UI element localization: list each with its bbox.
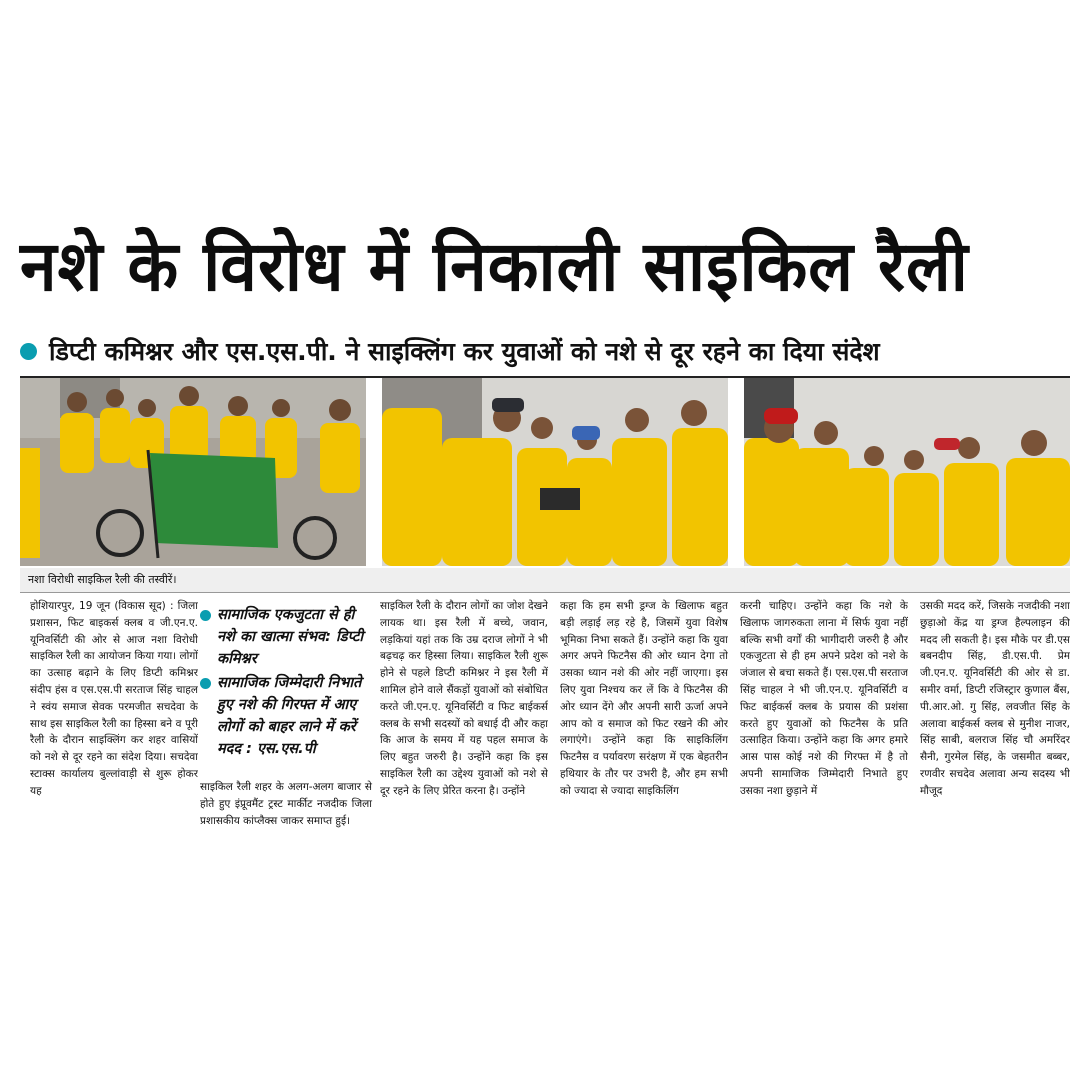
pull-quote (200, 672, 372, 760)
article-column-3 (380, 598, 548, 856)
article-column-2-tail (200, 779, 372, 829)
bullet-dot-icon (20, 343, 37, 360)
column-text: उसकी मदद करें, जिसके नजदीकी नशा छुड़ाओ केंद्र या ड्रग्ज हैल्पलाइन की मदद ली सकती है। इस मौके पर डी.एस बबनदीप सिंह, डी.एस.पी. प्रेम जी.एन.ए. यूनिवर्सिटी की ओर से डा. समीर वर्मा, डिप्टी रजिस्ट्रार कुणाल बैंस, पी.आर.ओ. गु सिंह, लवजीत सिंह के अलावा बाईकर्स क्लब से मुनीश नाजर, सिंह साबी, बलराज सिंह चौ अमरिंदर सैनी, गुरमेल सिंह, के जसमीत बब्बर, रणवीर सचदेव अलावा अन्य सदस्य भी मौजूद (920, 600, 1070, 797)
column-text: साइकिल रैली के दौरान लोगों का जोश देखने लायक था। इस रैली में बच्चे, जवान, लड़कियां यहां तक कि उम्र दराज लोगों ने भी बढ़चढ़ कर हिस्सा लिया। साइकिल रैली शुरू होने से पहले डिप्टी कमिश्नर ने इस रैली में शामिल होने वाले सैंकड़ों युवाओं को संबोधित करते जी.एन.ए. यूनिवर्सिटी व फिट बाईकर्स क्लब के सभी सदस्यों को बधाई दी और कहा कि आज के समय में यह पहल समाज के लिए बहुत जरुरी है। उन्होंने कहा कि इस साइकिल रैली का उद्देश्य युवाओं को नशे से दूर रहने के लिए प्रेरित करना है। उन्होंने (380, 600, 548, 797)
photo-presentation (382, 378, 728, 566)
pull-quote-text: सामाजिक एकजुटता से ही नशे का खात्मा संभव: डिप्टी कमिश्नर (217, 607, 364, 667)
column-text: होशियारपुर, 19 जून (विकास सूद) : जिला प्रशासन, फिट बाइकर्स क्लब व जी.एन.ए. यूनिवर्सिटी की ओर से आज नशा विरोधी साइकिल रैली का आयोजन किया गया। लोगों का उत्साह बढ़ाने के लिए डिप्टी कमिश्नर संदीप हंस व एस.एस.पी सरताज सिंह चाहल ने स्वंय समाज सेवक परमजीत सचदेवा के साथ इस साइकिल रैली का हिस्सा बने व पूरी रैली के दौरान साइक्लिंग कर शहर वासियों को नशे से दूर रहने का संदेश दिया। सचदेवा स्टाक्स कार्यालय बुल्लांवाड़ी से शुरू होकर यह (30, 600, 198, 797)
article-column-6 (920, 598, 1070, 856)
column-text: कहा कि हम सभी ड्रग्ज के खिलाफ बहुत बड़ी लड़ाई लड़ रहे है, जिसमें युवा विशेष भूमिका निभा सकते हैं। उन्होंने कहा कि युवा अगर अपने फिटनैस की ओर ध्यान देगा तो उसका ध्यान नशे की ओर नहीं जाएगा। इस लिए युवा निश्चय कर लें कि वे फिटनैस की ओर ध्यान देंगे और अपनी सारी ऊर्जा अपने आप को व समाज को फिट रखने की ओर लगाएंगे। उन्होंने कहा कि साइकिलिंग फिटनैस व पर्यावरण सरंक्षण में एक बेहतरीन हथियार के तौर पर उभरी है, और हम सभी को ज्यादा से ज्यादा साइकिलिंग (560, 600, 728, 797)
pull-quote-text: सामाजिक जिम्मेदारी निभाते हुए नशे की गिरफ्त में आए लोगों को बाहर लाने में करें मदद : एस.एस.पी (217, 675, 362, 757)
bullet-dot-icon (200, 678, 211, 689)
column-text: साइकिल रैली शहर के अलग-अलग बाजार से होते हुए इंप्रूवमैंट ट्रस्ट मार्कीट नजदीक जिला प्रशासकीय कांप्लैक्स जाकर समाप्त हुई। (200, 781, 372, 827)
article-column-5 (740, 598, 908, 856)
headline: नशे के विरोध में निकाली साइकिल रैली (20, 226, 969, 307)
subheadline-text: डिप्टी कमिश्नर और एस.एस.पी. ने साइक्लिंग कर युवाओं को नशे से दूर रहने का दिया संदेश (49, 337, 880, 366)
photo-caption: नशा विरोधी साइकिल रैली की तस्वीरें। (28, 573, 177, 586)
subheadline (20, 328, 1070, 374)
caption-bar (20, 568, 1070, 593)
bullet-dot-icon (200, 610, 211, 621)
article-column-1 (30, 598, 198, 856)
photo-rally-start (20, 378, 366, 566)
pull-quotes (200, 604, 372, 762)
article-column-4 (560, 598, 728, 856)
pull-quote (200, 604, 372, 670)
photo-group-ceremony (744, 378, 1070, 566)
column-text: करनी चाहिए। उन्होंने कहा कि नशे के खिलाफ जागरुकता लाना में सिर्फ युवा नहीं बल्कि सभी वर्गों की भागीदारी जरुरी है और एकजुटता से ही हम अपने प्रदेश को नशे के जंजाल से बचा सकते हैं। एस.एस.पी सरताज सिंह चाहल ने भी जी.एन.ए. यूनिवर्सिटी व फिट बाईकर्स क्लब के प्रयास की प्रशंसा करते हुए युवाओं को फिटनैस के प्रति उत्साहित किया। उन्होंने कहा कि अगर हमारे आस पास कोई नशे की गिरफ्त में है तो अपनी सामाजिक जिम्मेदारी निभाते हुए उसका नशा छुड़ाने में (740, 600, 908, 797)
